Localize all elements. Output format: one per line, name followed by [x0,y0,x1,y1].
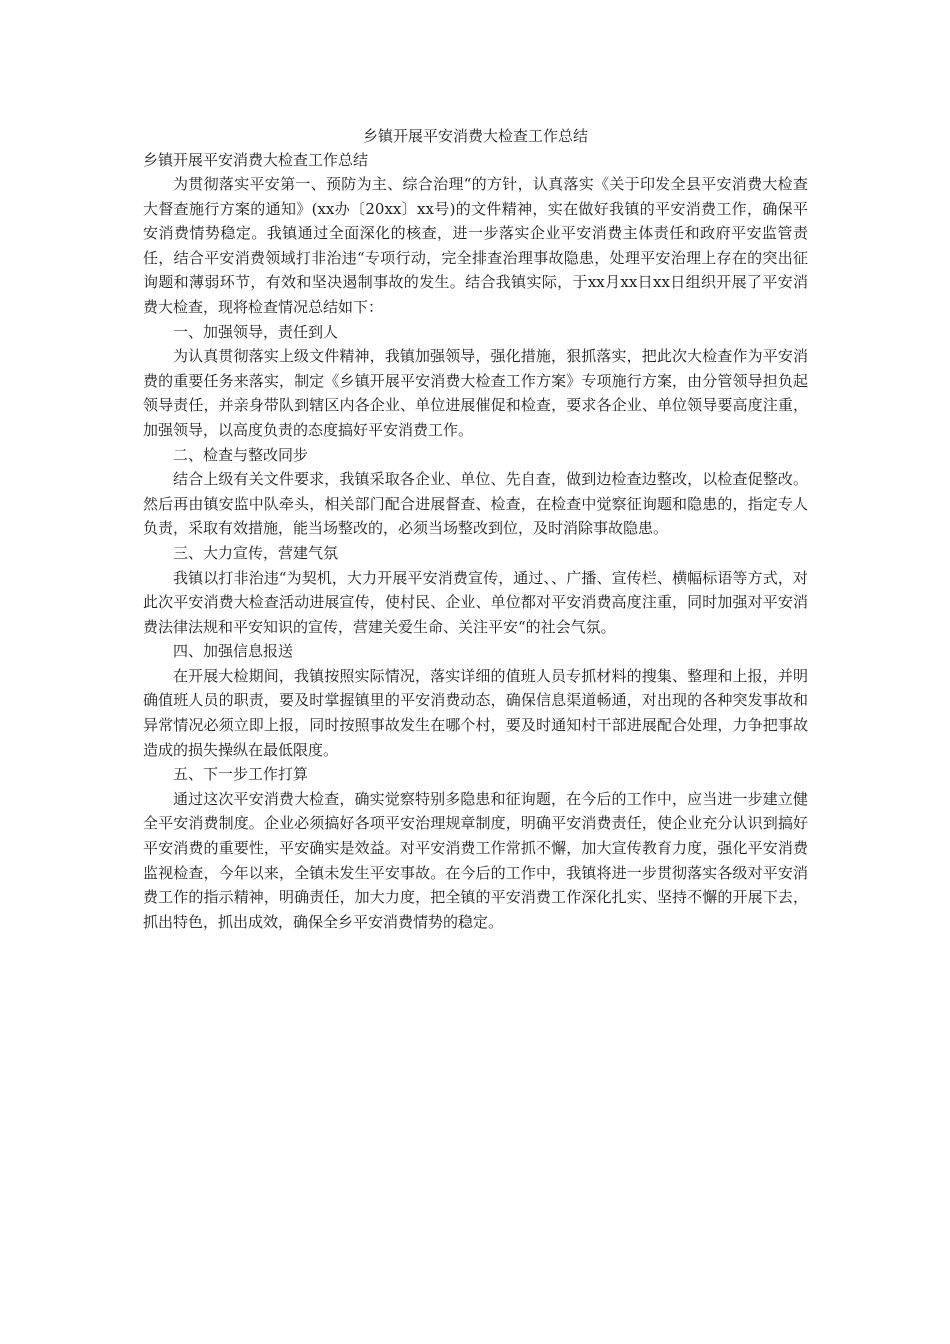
section-heading-3: 三、大力宣传，营建气氛 [173,543,339,562]
section-heading-2: 二、检查与整改同步 [173,445,309,464]
document-subtitle: 乡镇开展平安消费大检查工作总结 [143,151,369,169]
section-heading-4: 四、加强信息报送 [173,642,294,661]
section-body-3: 我镇以打非治违“为契机，大力开展平安消费宣传，通过、、广播、宣传栏、横幅标语等方式，对此次平安消费大检查活动进展宣传，使村民、企业、单位都对平安消费高度注重，同时加强对平安消费法律法规和平安知识的宣传，营建关爱生命、关注平安“的社会气氛。 [143,568,808,636]
document-title: 乡镇开展平安消费大检查工作总结 [362,127,588,145]
section-body-1: 为认真贯彻落实上级文件精神，我镇加强领导，强化措施，狠抓落实，把此次大检查作为平安消费的重要任务来落实，制定《乡镇开展平安消费大检查工作方案》专项施行方案，由分管领导担负起领导责任，并亲身带队到辖区内各企业、单位进展催促和检查，要求各企业、单位领导要高度注重，加强领导，以高度负责的态度搞好平安消费工作。 [143,347,808,439]
section-body-5: 通过这次平安消费大检查，确实觉察特别多隐患和征询题，在今后的工作中，应当进一步建立健全平安消费制度。企业必须搞好各项平安治理规章制度，明确平安消费责任，使企业充分认识到搞好平安消费的重要性，平安确实是效益。对平安消费工作常抓不懈，加大宣传教育力度，强化平安消费监视检查，今年以来，全镇未发生平安事故。在今后的工作中，我镇将进一步贯彻落实各级对平安消费工作的指示精神，明确责任，加大力度，把全镇的平安消费工作深化扎实、坚持不懈的开展下去，抓出特色，抓出成效，确保全乡平安消费情势的稳定。 [143,789,808,931]
section-body-4: 在开展大检期间，我镇按照实际情况，落实详细的值班人员专抓材料的搜集、整理和上报，并明确值班人员的职责，要及时掌握镇里的平安消费动态，确保信息渠道畅通，对出现的各种突发事故和异常情况必须立即上报，同时按照事故发生在哪个村，要及时通知村干部进展配合处理，力争把事故造成的损失操纵在最低限度。 [143,666,808,759]
intro-paragraph: 为贯彻落实平安第一、预防为主、综合治理“的方针，认真落实《关于印发全县平安消费大检查大督查施行方案的通知》(xx办〔20xx〕xx号)的文件精神，实在做好我镇的平安消费工作，确保平安消费情势稳定。我镇通过全面深化的核查，进一步落实企业平安消费主体责任和政府平安监管责任，结合平安消费领域打非治违“专项行动，完全排查治理事故隐患，处理平安治理上存在的突出征询题和薄弱环节，有效和坚决遏制事故的发生。结合我镇实际，于xx月xx日xx日组织开展了平安消费大检查，现将检查情况总结如下： [143,175,808,316]
document-page [143,124,808,934]
section-heading-1: 一、加强领导，责任到人 [173,322,339,341]
section-heading-5: 五、下一步工作打算 [173,765,309,784]
section-body-2: 结合上级有关文件要求，我镇采取各企业、单位、先自查，做到边检查边整改，以检查促整改。然后再由镇安监中队牵头，相关部门配合进展督查、检查，在检查中觉察征询题和隐患的，指定专人负责，采取有效措施，能当场整改的，必须当场整改到位，及时消除事故隐患。 [143,470,808,538]
